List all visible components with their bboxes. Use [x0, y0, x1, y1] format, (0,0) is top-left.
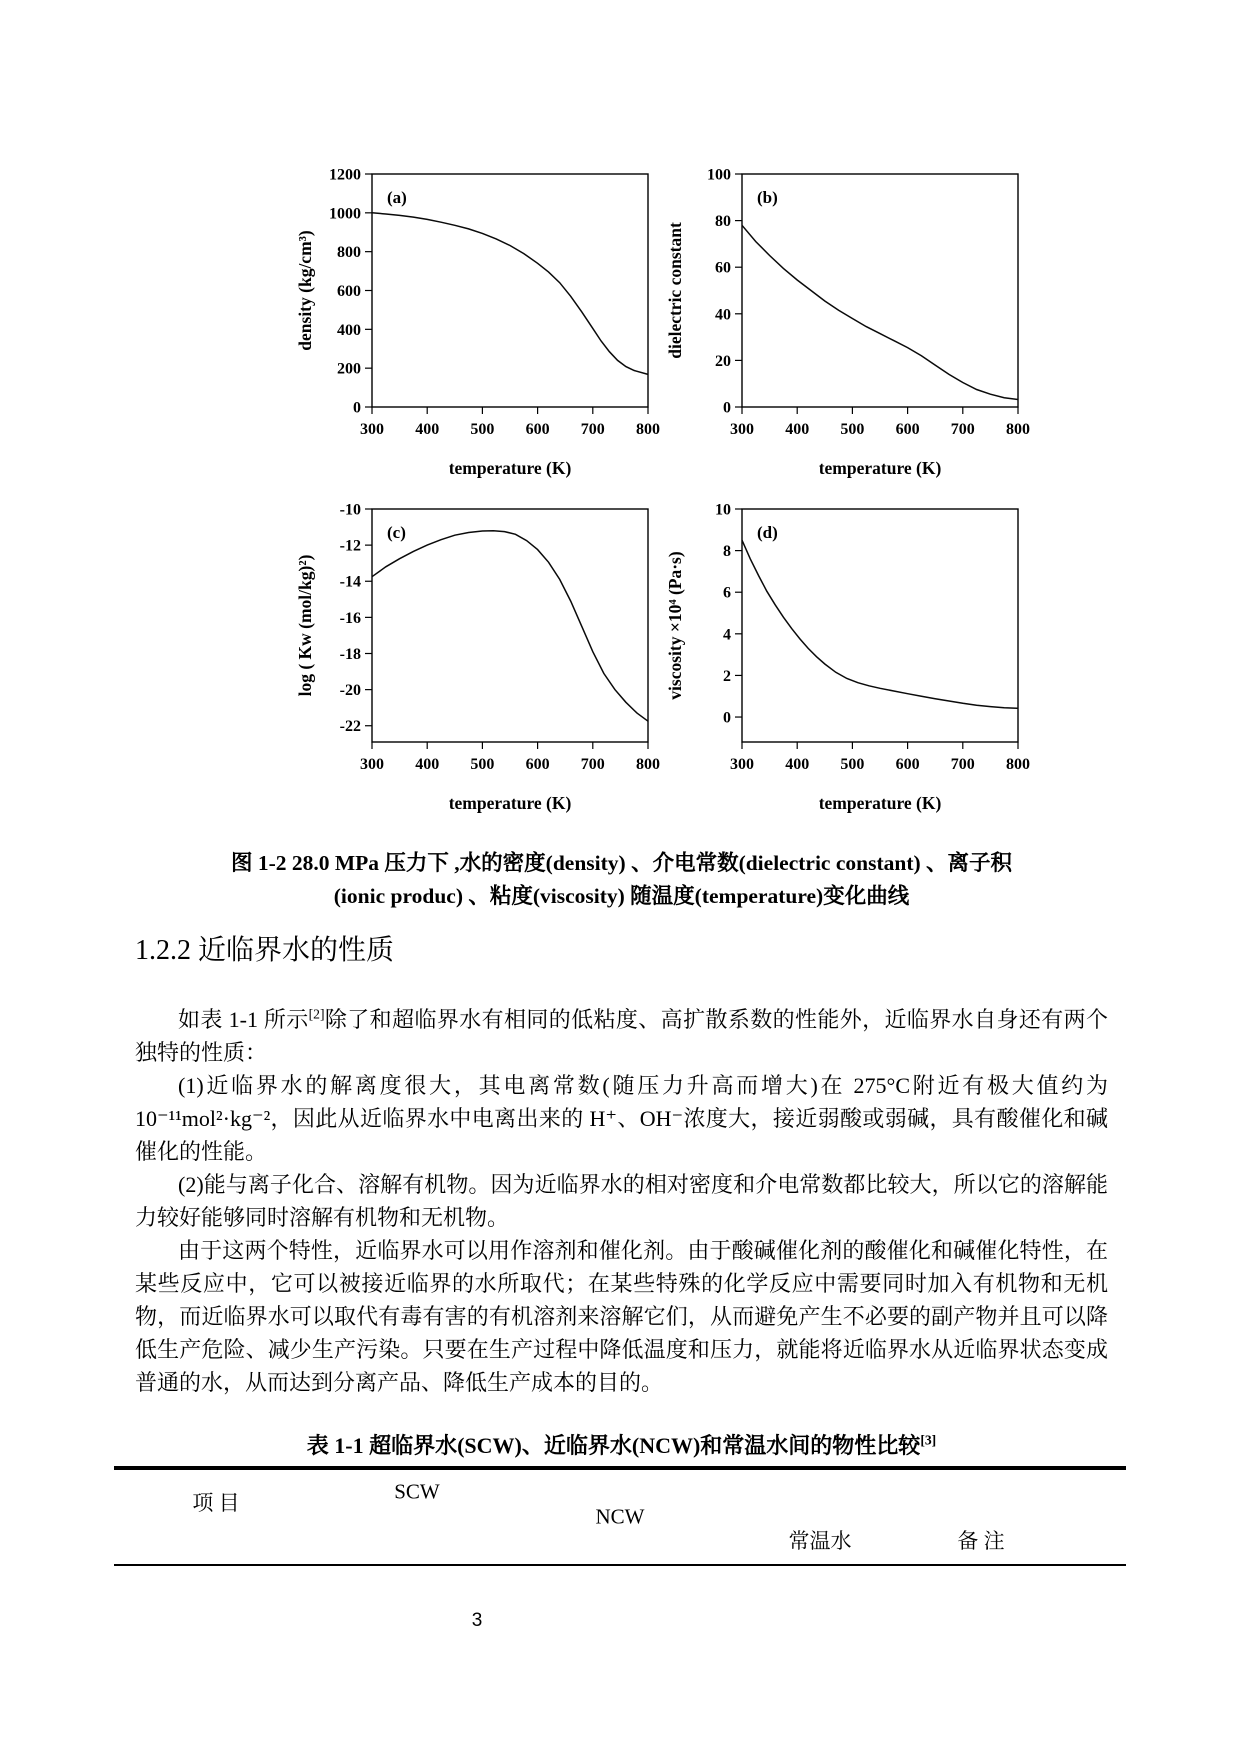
svg-text:200: 200	[337, 360, 361, 378]
paragraph-1-text: 如表 1-1 所示	[178, 1007, 309, 1032]
svg-text:500: 500	[840, 756, 865, 773]
svg-text:8: 8	[723, 543, 731, 561]
svg-text:(d): (d)	[757, 523, 778, 542]
svg-text:-16: -16	[339, 609, 361, 627]
svg-text:300: 300	[360, 756, 384, 773]
figure-caption-line1: 图 1-2 28.0 MPa 压力下 ,水的密度(density) 、介电常数(dielectric constant) 、离子积	[230, 851, 1013, 875]
svg-text:700: 700	[580, 756, 605, 773]
svg-text:(a): (a)	[387, 188, 407, 207]
svg-text:500: 500	[470, 421, 495, 438]
table-header-notes: 备 注	[957, 1529, 1005, 1553]
page-number: 3	[471, 1610, 483, 1631]
svg-text:40: 40	[715, 306, 731, 324]
svg-text:300: 300	[730, 756, 754, 773]
svg-text:800: 800	[1006, 756, 1030, 773]
svg-text:600: 600	[525, 756, 550, 773]
paragraph-4: 由于这两个特性，近临界水可以用作溶剂和催化剂。由于酸碱催化剂的酸催化和碱催化特性，在某些反应中，它可以被接近临界的水所取代；在某些特殊的化学反应中需要同时加入有机物和无机物，而近临界水可以取代有毒有害的有机溶剂来溶解它们，从而避免产生不必要的副产物并且可以降低生产危险、减少生产污染。只要在生产过程中降低温度和压力，就能将近临界水从近临界状态变成普通的水，从而达到分离产品、降低生产成本的目的。	[135, 1238, 1108, 1395]
citation-ref-3: [3]	[920, 1432, 937, 1448]
svg-text:800: 800	[337, 244, 361, 262]
table-header-ambient-water: 常温水	[788, 1529, 852, 1553]
svg-text:20: 20	[715, 352, 731, 370]
svg-text:-14: -14	[339, 573, 361, 591]
paragraph-1-text-cont: 除了和超临界水有相同的低粘度、高扩散系数的性能外，近临界水自身还有两个独特的性质：	[135, 1007, 1108, 1065]
chart-d-viscosity	[662, 483, 1032, 818]
svg-text:800: 800	[1006, 421, 1030, 438]
svg-text:600: 600	[895, 756, 920, 773]
svg-text:500: 500	[840, 421, 865, 438]
svg-text:1000: 1000	[329, 205, 361, 223]
svg-text:500: 500	[470, 756, 495, 773]
svg-text:-18: -18	[339, 645, 361, 663]
chart-b-dielectric-constant	[662, 148, 1032, 483]
svg-text:800: 800	[636, 756, 660, 773]
svg-text:-10: -10	[339, 501, 361, 519]
svg-text:1200: 1200	[329, 166, 361, 184]
paragraph-3: (2)能与离子化合、溶解有机物。因为近临界水的相对密度和介电常数都比较大，所以它的溶解能力较好能够同时溶解有机物和无机物。	[135, 1172, 1108, 1230]
svg-text:dielectric constant: dielectric constant	[665, 222, 685, 359]
svg-text:viscosity ×10⁴ (Pa·s): viscosity ×10⁴ (Pa·s)	[665, 551, 685, 700]
svg-text:-12: -12	[339, 537, 361, 555]
svg-text:100: 100	[707, 166, 731, 184]
svg-text:4: 4	[723, 626, 731, 644]
svg-text:10: 10	[715, 501, 731, 519]
table-title	[135, 1429, 1108, 1460]
paragraph-2: (1)近临界水的解离度很大，其电离常数(随压力升高而增大)在 275°C附近有极大值约为 10⁻¹¹mol²·kg⁻²，因此从近临界水中电离出来的 H⁺、OH⁻浓度大，接近弱酸或弱碱，具有酸催化和碱催化的性能。	[135, 1073, 1108, 1164]
svg-text:600: 600	[895, 421, 920, 438]
paragraph-1	[135, 1003, 1108, 1069]
svg-text:400: 400	[337, 321, 361, 339]
table-header-bottom-rule	[114, 1564, 1126, 1566]
figure-1-2-charts	[292, 148, 1032, 818]
svg-text:0: 0	[723, 709, 731, 727]
svg-text:(c): (c)	[387, 523, 406, 542]
svg-text:0: 0	[353, 399, 361, 417]
svg-text:300: 300	[360, 421, 384, 438]
svg-text:80: 80	[715, 213, 731, 231]
svg-text:temperature (K): temperature (K)	[448, 793, 572, 813]
svg-text:600: 600	[525, 421, 550, 438]
table-header-scw: SCW	[394, 1479, 440, 1504]
svg-text:400: 400	[785, 756, 810, 773]
svg-text:600: 600	[337, 283, 361, 300]
svg-text:log ( Kw (mol/kg)²): log ( Kw (mol/kg)²)	[295, 554, 315, 697]
svg-text:300: 300	[730, 421, 754, 438]
svg-text:0: 0	[723, 399, 731, 417]
section-heading: 1.2.2 近临界水的性质	[135, 935, 395, 966]
svg-text:800: 800	[636, 421, 660, 438]
svg-text:density (kg/cm³): density (kg/cm³)	[295, 230, 315, 351]
chart-a-density	[292, 148, 662, 483]
table-title-text: 表 1-1 超临界水(SCW)、近临界水(NCW)和常温水间的物性比较	[306, 1433, 921, 1458]
figure-caption	[135, 847, 1108, 913]
figure-caption-line2: (ionic produc) 、粘度(viscosity) 随温度(temperature)变化曲线	[333, 884, 910, 908]
chart-c-ionic-product	[292, 483, 662, 818]
table-top-rule	[114, 1466, 1126, 1470]
svg-text:-20: -20	[339, 682, 361, 700]
svg-text:6: 6	[723, 584, 731, 602]
svg-text:-22: -22	[339, 718, 361, 736]
svg-text:400: 400	[415, 756, 440, 773]
table-header-ncw: NCW	[595, 1504, 645, 1529]
svg-text:400: 400	[415, 421, 440, 438]
svg-text:60: 60	[715, 259, 731, 277]
svg-text:2: 2	[723, 667, 731, 685]
svg-text:(b): (b)	[757, 188, 778, 207]
svg-text:700: 700	[950, 756, 975, 773]
svg-text:temperature (K): temperature (K)	[818, 793, 942, 813]
svg-text:temperature (K): temperature (K)	[818, 458, 942, 478]
svg-text:temperature (K): temperature (K)	[448, 458, 572, 478]
citation-ref-2: [2]	[308, 1006, 325, 1022]
svg-text:700: 700	[950, 421, 975, 438]
table-header-item: 项 目	[192, 1491, 240, 1515]
svg-text:700: 700	[580, 421, 605, 438]
svg-text:400: 400	[785, 421, 810, 438]
